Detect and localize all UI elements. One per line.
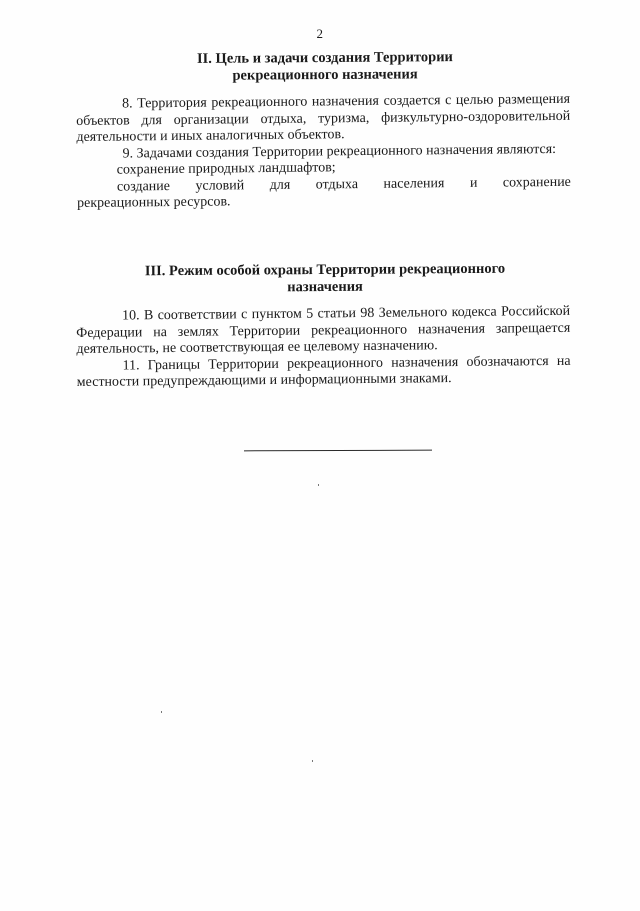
paragraph-8: 8. Территория рекреационного назначения создается с целью размещения объектов для организации отдыха, туризма, физкультурно-оздоровительной деятельности и иных аналогичных объектов.: [76, 91, 571, 145]
task-word: населения: [383, 175, 445, 192]
paragraph-9: 9. Задачами создания Территории рекреационного назначения являются:: [122, 141, 557, 162]
task-word: создание: [116, 178, 171, 195]
task-item-2-line-2: рекреационных ресурсов.: [77, 194, 231, 211]
section-2-heading-line-1: II. Цель и задачи создания Территории: [196, 49, 453, 67]
paragraph-11: 11. Границы Территории рекреационного назначения обозначаются на местности предупреждающими и информационными знаками.: [76, 353, 571, 390]
task-word: отдыха: [315, 176, 359, 192]
section-2-heading-line-2: рекреационного назначения: [232, 66, 418, 84]
section-2-heading: [60, 48, 590, 86]
task-word: для: [269, 177, 291, 193]
task-word: и: [469, 175, 478, 191]
scan-speck: [161, 711, 162, 713]
scan-speck: [312, 760, 313, 762]
closing-rule: [244, 450, 432, 452]
task-item-1: сохранение природных ландшафтов;: [116, 160, 336, 178]
page-number: 2: [316, 26, 324, 41]
section-2-body: [76, 92, 571, 213]
task-word: сохранение: [502, 174, 571, 191]
section-3-heading: [60, 260, 590, 298]
paragraph-10: 10. В соответствии с пунктом 5 статьи 98 Земельного кодекса Российской Федерации на землях Территории рекреационного назначения запрещается деятельность, не соответствующая ее целевому назначению.: [76, 303, 571, 357]
section-3-body: [76, 304, 571, 392]
scan-speck: [318, 484, 319, 486]
section-3-heading-line-1: III. Режим особой охраны Территории рекреационного: [144, 260, 506, 280]
section-3-heading-line-2: назначения: [287, 278, 363, 296]
task-word: условий: [195, 177, 245, 194]
